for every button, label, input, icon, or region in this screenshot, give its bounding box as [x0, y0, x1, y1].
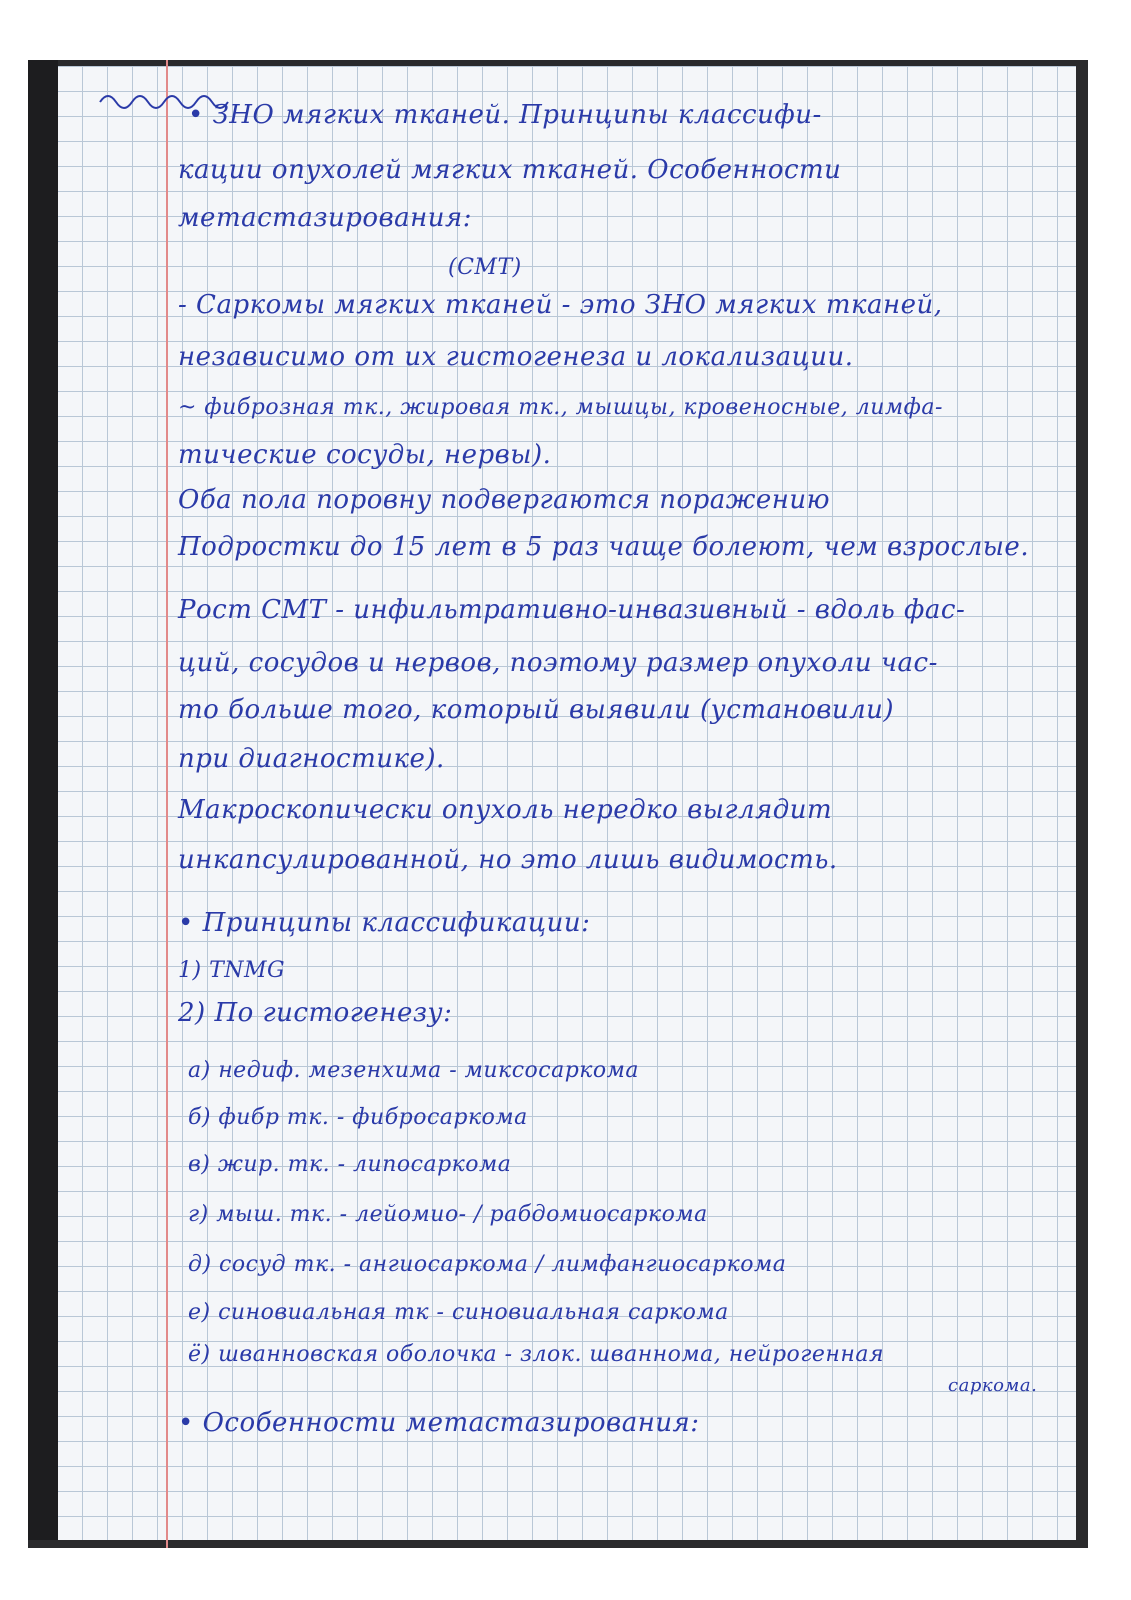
notebook-page: [28, 60, 1088, 1548]
note-line-18: 1) TNMG: [178, 958, 286, 983]
note-line-1: • ЗНО мягких тканей. Принципы классифи-: [188, 100, 822, 130]
note-line-27: саркома.: [948, 1375, 1038, 1396]
note-line-12: ций, сосудов и нервов, поэтому размер опухоли час-: [178, 648, 938, 678]
note-line-9: Оба пола поровну подвергаются поражению: [178, 485, 830, 515]
scan-edge-top: [28, 60, 1088, 66]
note-line-22: в) жир. тк. - липосаркома: [188, 1152, 512, 1177]
note-line-15: Макроскопически опухоль нередко выглядит: [178, 795, 833, 825]
note-line-21: б) фибр тк. - фибросаркома: [188, 1105, 528, 1130]
note-line-26: ё) шванновская оболочка - злок. шваннома, нейрогенная: [188, 1342, 885, 1367]
note-line-7: ~ фиброзная тк., жировая тк., мышцы, кровеносные, лимфа-: [178, 395, 943, 420]
note-line-19: 2) По гистогенезу:: [178, 998, 453, 1028]
scan-edge-bottom: [28, 1540, 1088, 1548]
note-line-16: инкапсулированной, но это лишь видимость.: [178, 845, 838, 875]
note-line-11: Рост СМТ - инфильтративно-инвазивный - вдоль фас-: [178, 595, 966, 625]
note-line-2: кации опухолей мягких тканей. Особенности: [178, 155, 842, 185]
note-line-5: - Саркомы мягких тканей - это ЗНО мягких тканей,: [178, 290, 943, 320]
note-line-24: д) сосуд тк. - ангиосаркома / лимфангиосаркома: [188, 1252, 787, 1277]
margin-line: [166, 60, 168, 1548]
note-line-28: • Особенности метастазирования:: [178, 1408, 700, 1438]
note-line-25: е) синовиальная тк - синовиальная саркома: [188, 1300, 729, 1325]
note-line-20: а) недиф. мезенхима - миксосаркома: [188, 1058, 640, 1083]
note-line-13: то больше того, который выявили (установили): [178, 695, 895, 725]
note-line-6: независимо от их гистогенеза и локализации.: [178, 342, 854, 372]
note-line-4: (СМТ): [448, 255, 522, 280]
scan-edge-right: [1076, 60, 1088, 1548]
note-line-10: Подростки до 15 лет в 5 раз чаще болеют, чем взрослые.: [178, 532, 1030, 562]
note-line-3: метастазирования:: [178, 203, 473, 233]
note-line-17: • Принципы классификации:: [178, 908, 591, 938]
note-line-14: при диагностике).: [178, 744, 445, 774]
note-line-23: г) мыш. тк. - лейомио- / рабдомиосаркома: [188, 1202, 708, 1227]
scan-edge-left: [28, 60, 58, 1548]
note-line-8: тические сосуды, нервы).: [178, 440, 552, 470]
